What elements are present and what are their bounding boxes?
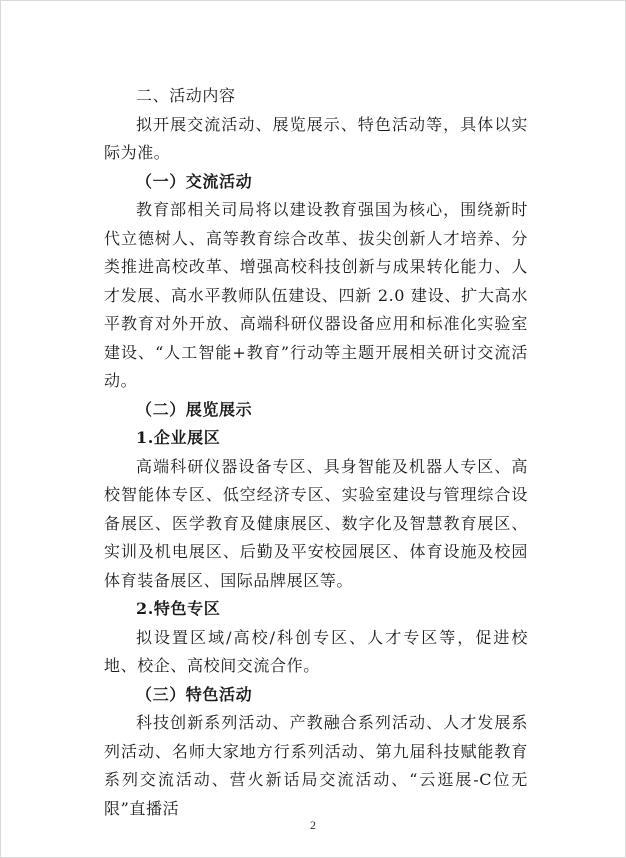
subheading-exhibition: （二）展览展示 (136, 399, 253, 419)
page-number: 2 (310, 818, 316, 832)
section-heading-activities: 二、活动内容 (136, 86, 236, 105)
subheading-special-zone: 2.特色专区 (136, 599, 221, 618)
subheading-exchange-activities: （一）交流活动 (136, 171, 253, 191)
special-zone-paragraph: 拟设置区域/高校/科创专区、人才专区等，促进校地、校企、高校间交流合作。 (104, 627, 528, 675)
subheading-special-activities: （三）特色活动 (136, 684, 253, 704)
special-activities-paragraph: 科技创新系列活动、产教融合系列活动、人才发展系列活动、名师大家地方行系列活动、第九届科技赋能教育系列交流活动、营火新话局交流活动、“云逛展-C位无限”直播活 (104, 713, 528, 818)
subheading-enterprise-zone: 1.企业展区 (136, 428, 221, 447)
intro-paragraph: 拟开展交流活动、展览展示、特色活动等，具体以实际为准。 (104, 114, 528, 162)
exchange-activities-paragraph: 教育部相关司局将以建设教育强国为核心，围绕新时代立德树人、高等教育综合改革、拔尖创新人才培养、分类推进高校改革、增强高校科技创新与成果转化能力、人才发展、高水平教师队伍建设、四新 2.0 建设、扩大高水平教育对外开放、高端科研仪器设备应用和标准化实验室建设、“人工智能+教育”行动等主题开展相关研讨交流活动。 (104, 200, 528, 390)
enterprise-zone-paragraph: 高端科研仪器设备专区、具身智能及机器人专区、高校智能体专区、低空经济专区、实验室建设与管理综合设备展区、医学教育及健康展区、数字化及智慧教育展区、实训及机电展区、后勤及平安校园展区、体育设施及校园体育装备展区、国际品牌展区等。 (104, 456, 528, 590)
document-body (104, 82, 528, 823)
